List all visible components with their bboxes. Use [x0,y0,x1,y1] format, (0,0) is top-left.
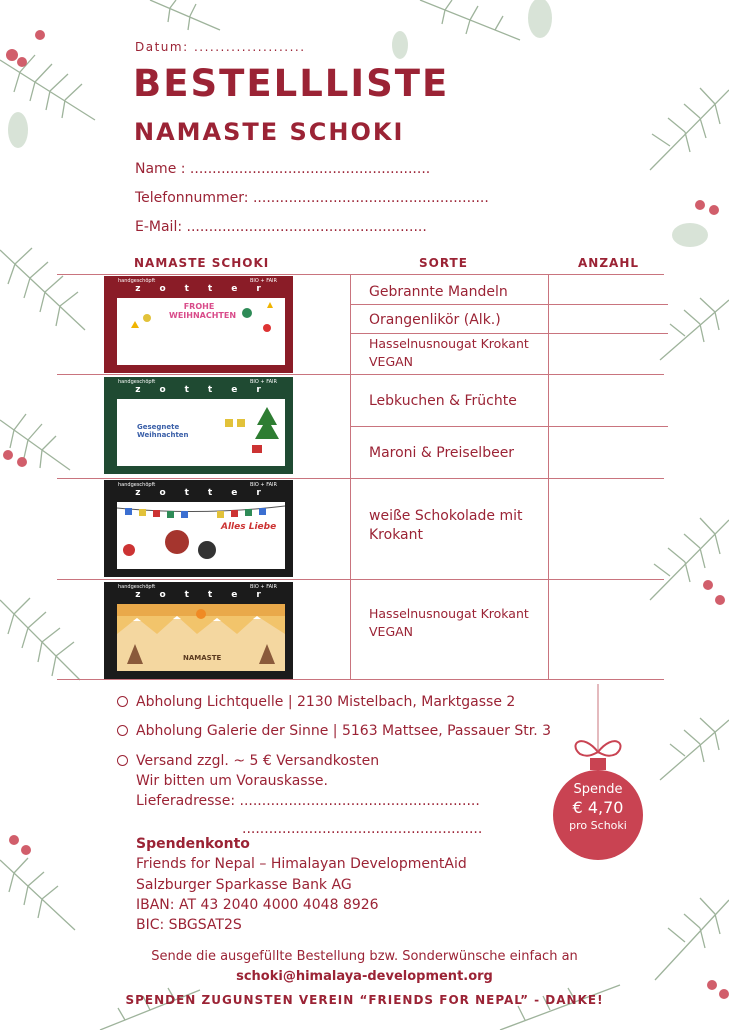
spendenkonto-title: Spendenkonto [136,836,250,852]
email-field[interactable]: E-Mail: ...................................................... [135,219,427,235]
bank-line-iban: IBAN: AT 43 2040 4000 4048 8926 [136,897,379,913]
prayer-flags-drawing [117,502,285,569]
row-line [350,426,668,427]
bank-line-recipient: Friends for Nepal – Himalayan DevelopmentAid [136,856,467,872]
sorte-orangenlikoer: Orangenlikör (Alk.) [369,312,501,328]
maker-label: zotter [135,488,280,498]
row-line [350,333,668,334]
brand-label: handgeschöpft [118,482,156,488]
spende-price: € 4,70 [572,798,624,817]
option-label: Abholung Lichtquelle | 2130 Mistelbach, Marktgasse 2 [136,694,516,710]
send-instruction: Sende die ausgefüllte Bestellung bzw. Sonderwünsche einfach an [151,949,578,964]
ornament-hanger-icon [560,684,636,772]
radio-circle-icon[interactable] [117,696,128,707]
option-abholung-galerie[interactable] [117,723,551,739]
group-line [57,374,664,375]
bank-line-bank: Salzburger Sparkasse Bank AG [136,877,352,893]
radio-circle-icon[interactable] [117,725,128,736]
lieferadresse-field-line-2[interactable]: ...................................................... [242,821,483,837]
header-anzahl: ANZAHL [578,256,640,270]
wrapper-text: FROHE WEIHNACHTEN [169,302,237,320]
footer-thanks: SPENDEN ZUGUNSTEN VEREIN “FRIENDS FOR NEPAL” - DANKE! [125,993,604,1007]
option-versand[interactable] [117,753,379,769]
bio-label: BIO + FAIR [250,278,277,284]
page-title: BESTELLLISTE [133,62,450,105]
wrapper-artwork [117,399,285,466]
maker-label: zotter [135,284,280,294]
spende-label: Spende [573,782,623,797]
wrapper-artwork [117,298,285,365]
header-namaste-schoki: NAMASTE SCHOKI [134,256,270,270]
spende-unit: pro Schoki [569,819,627,832]
page-subtitle: NAMASTE SCHOKI [134,118,405,146]
brand-label: handgeschöpft [118,584,156,590]
sorte-hasselnusnougat-1: Hasselnusnougat Krokant VEGAN [369,336,529,369]
lieferadresse-field[interactable]: Lieferadresse: ...................................................... [136,793,480,809]
radio-circle-icon[interactable] [117,755,128,766]
table-col-divider-1 [350,274,351,679]
sorte-lebkuchen: Lebkuchen & Früchte [369,393,517,409]
sorte-weisse-schokolade: weiße Schokolade mit Krokant [369,508,523,543]
chocolate-image-alles-liebe [104,480,293,577]
name-field[interactable]: Name : ...................................................... [135,161,431,177]
wrapper-text: NAMASTE [183,654,222,662]
wrapper-text: Alles Liebe [221,522,277,532]
chocolate-image-gesegnete-weihnachten [104,377,293,474]
wrapper-artwork [117,604,285,671]
group-line [57,579,664,580]
bio-label: BIO + FAIR [250,482,277,488]
row-line [350,304,668,305]
table-bottom-line [57,679,664,680]
maker-label: zotter [135,590,280,600]
chocolate-image-namaste [104,582,293,679]
datum-field[interactable]: Datum: ..................... [135,40,306,54]
group-line [57,478,664,479]
option-label: Versand zzgl. ~ 5 € Versandkosten [136,753,380,769]
vorauskasse-note: Wir bitten um Vorauskasse. [136,773,328,789]
table-top-line [57,274,664,275]
brand-label: handgeschöpft [118,278,156,284]
maker-label: zotter [135,385,280,395]
table-col-divider-2 [548,274,549,679]
wrapper-artwork [117,502,285,569]
option-abholung-lichtquelle[interactable] [117,694,515,710]
spende-ornament-badge [553,770,643,860]
telefon-field[interactable]: Telefonnummer: ..................................................... [135,190,489,206]
option-label: Abholung Galerie der Sinne | 5163 Mattsee, Passauer Str. 3 [136,723,552,739]
sorte-hasselnusnougat-2: Hasselnusnougat Krokant VEGAN [369,606,529,639]
bank-line-bic: BIC: SBGSAT2S [136,917,242,933]
header-sorte: SORTE [419,256,468,270]
bio-label: BIO + FAIR [250,584,277,590]
wrapper-text: Gesegnete Weihnachten [137,423,189,439]
sorte-maroni: Maroni & Preiselbeer [369,445,515,461]
bio-label: BIO + FAIR [250,379,277,385]
sorte-gebrannte-mandeln: Gebrannte Mandeln [369,284,508,300]
brand-label: handgeschöpft [118,379,156,385]
contact-email-link[interactable]: schoki@himalaya-development.org [236,969,493,984]
chocolate-image-frohe-weihnachten [104,276,293,373]
